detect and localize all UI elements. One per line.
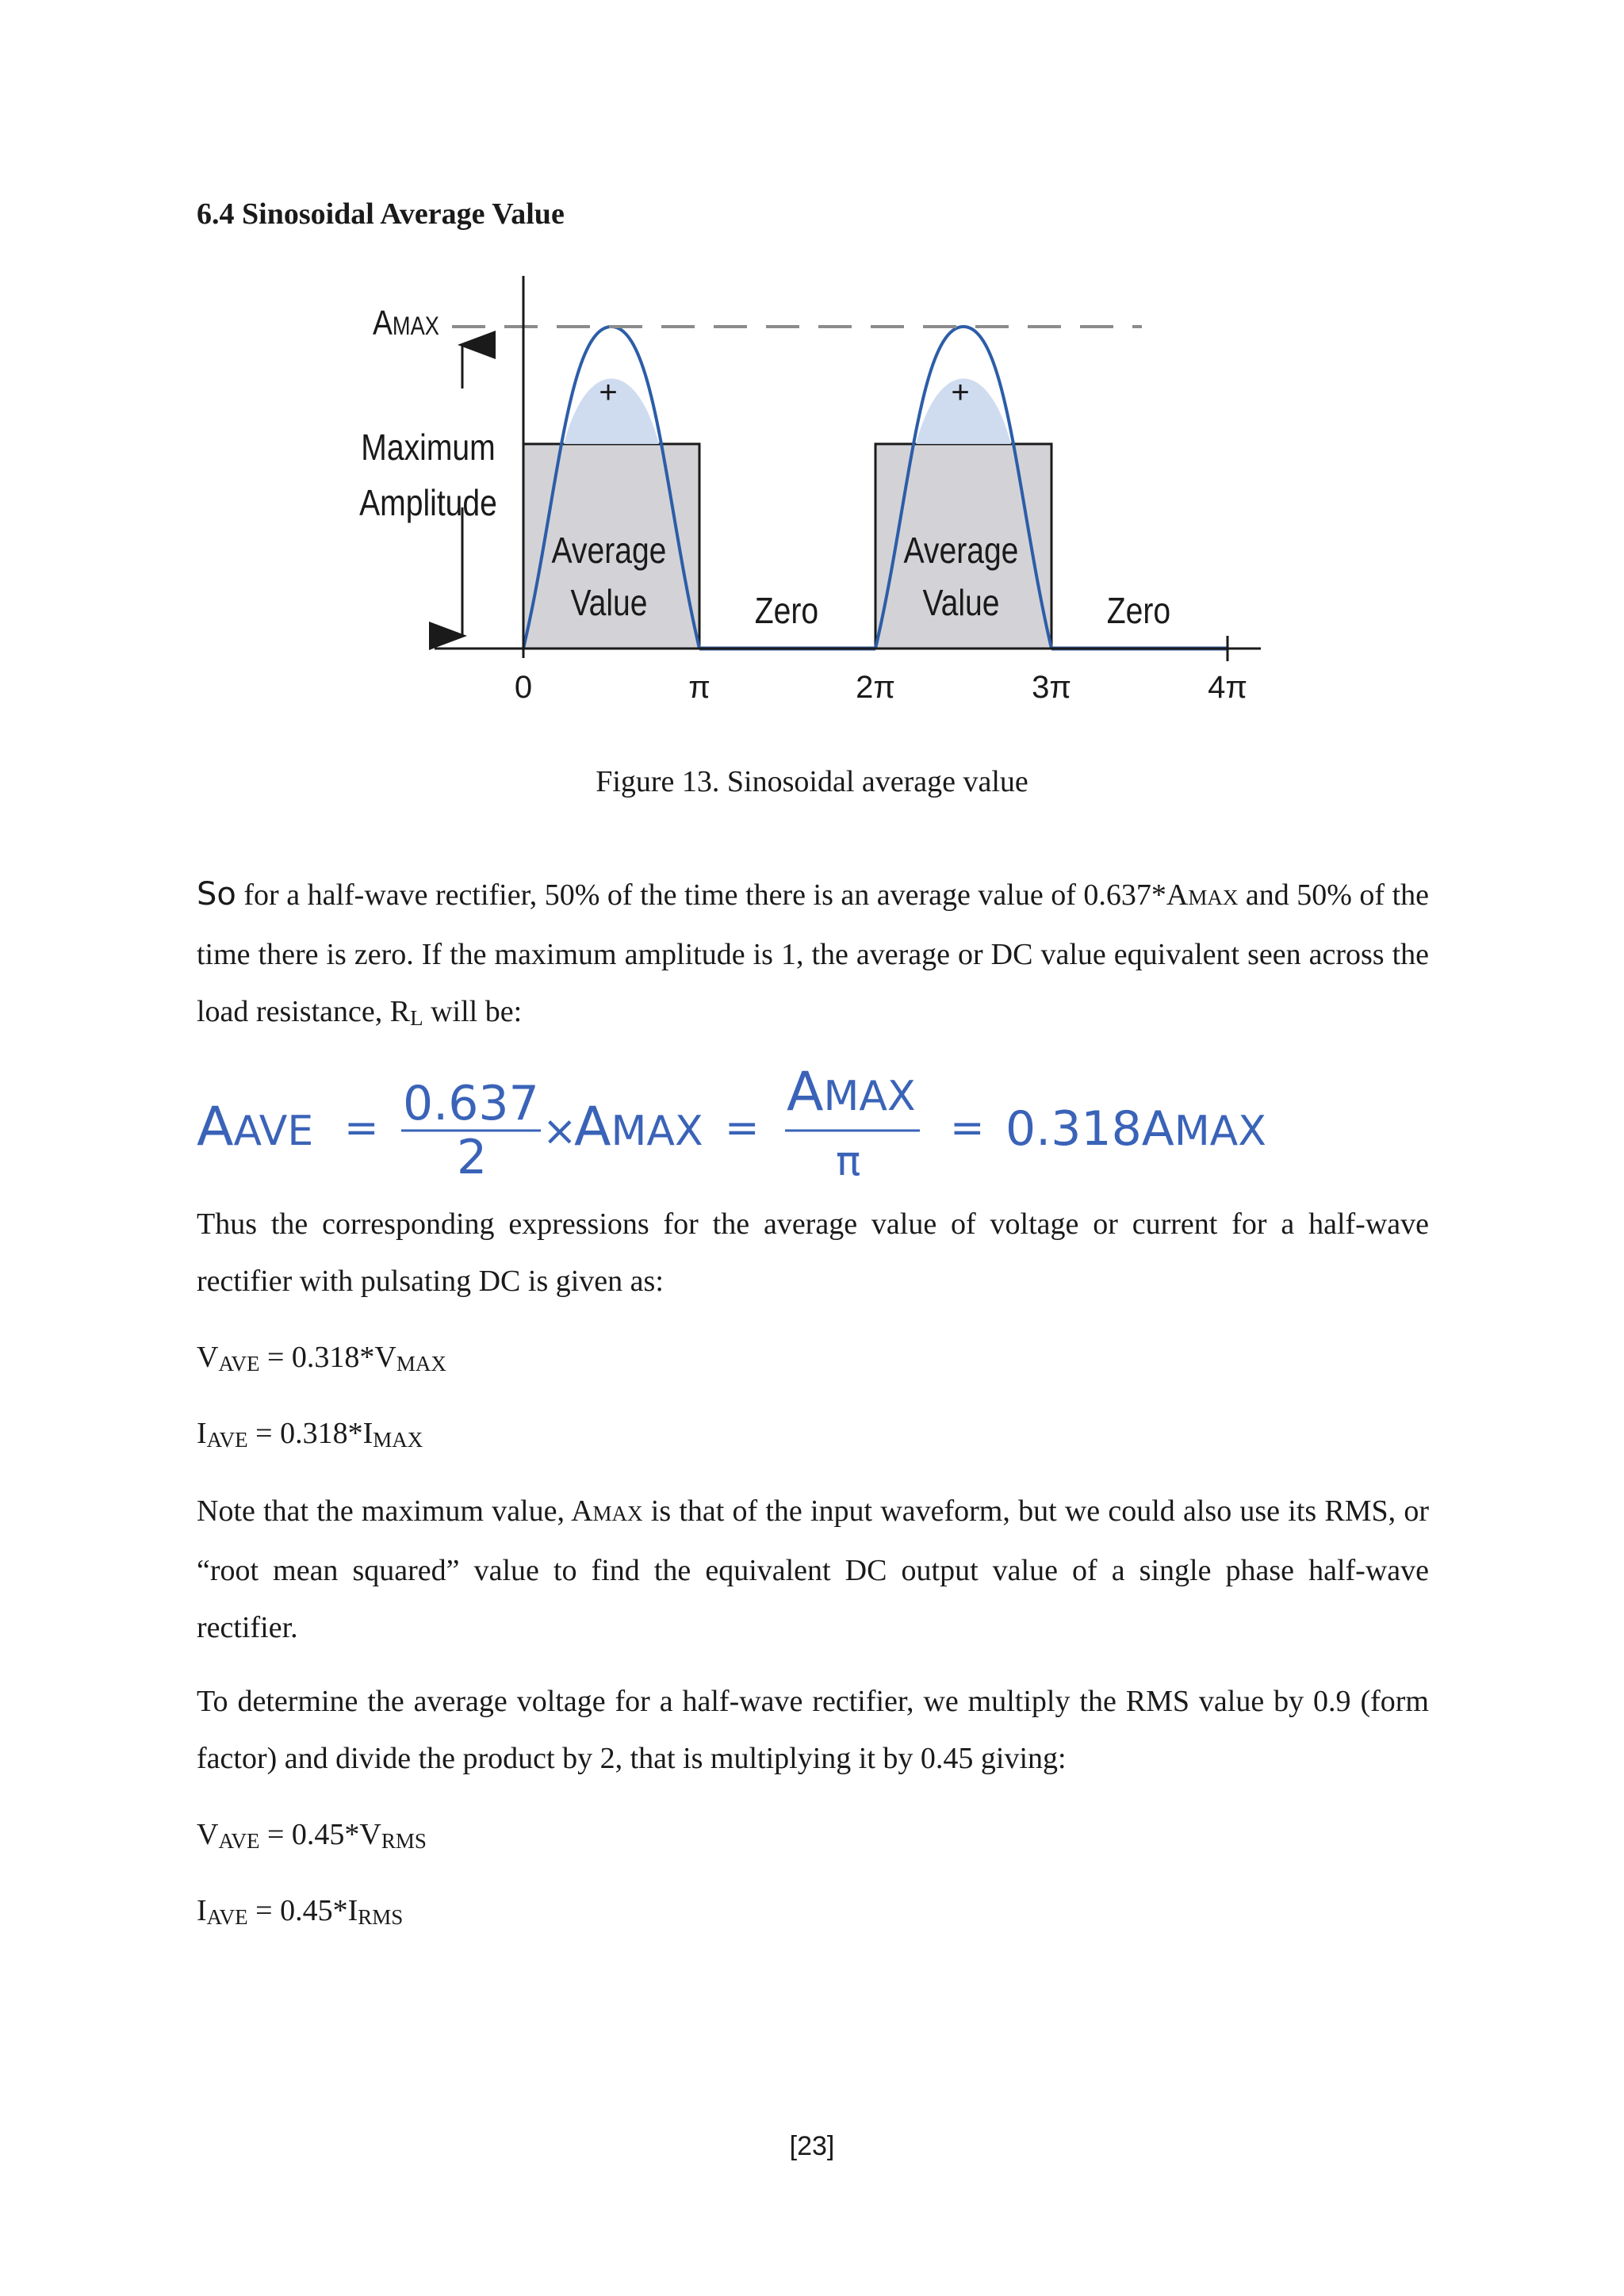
formula-vave-vrms: VAVE = 0.45*VRMS (197, 1818, 427, 1853)
tick-label-3pi: 3π (1032, 670, 1071, 705)
zero-label-1: Zero (754, 591, 819, 632)
plus-label-2: + (951, 375, 970, 410)
amax-label: AMAX (373, 303, 439, 342)
eq-a-2: A (787, 1062, 824, 1123)
eq-lhs-sub: AVE (233, 1108, 314, 1155)
max-amp-label-2: Amplitude (359, 483, 497, 524)
average-label-1a: Average (551, 530, 667, 572)
eq-equals-2: = (725, 1104, 760, 1152)
zero-label-2: Zero (1106, 591, 1171, 632)
average-value-figure (349, 270, 1285, 729)
paragraph-1: So for a half-wave rectifier, 50% of the time there is an average value of 0.637*AMAX and 50% of the time there is zero. If the maximum amplitude is 1, the average or DC value equivalent seen across the load resistance, RL will be: (197, 876, 1429, 1030)
page-number: [23] (789, 2131, 835, 2161)
eq-times: × (542, 1108, 577, 1155)
eq-equals-1: = (344, 1104, 379, 1152)
figure-caption: Figure 13. Sinosoidal average value (596, 765, 1028, 798)
paragraph-3: Note that the maximum value, AMAX is that of the input waveform, but we could also use its RMS, or “root mean squared” value to find the equivalent DC output value of a single phase half-wave rectifier. (197, 1494, 1429, 1644)
eq-lhs-a: A (197, 1096, 234, 1158)
section-heading: 6.4 Sinosoidal Average Value (197, 197, 565, 231)
average-label-2a: Average (903, 530, 1019, 572)
tick-label-2pi: 2π (856, 670, 895, 705)
formula-iave-imax: IAVE = 0.318*IMAX (197, 1417, 423, 1452)
eq-equals-3: = (950, 1104, 985, 1152)
tick-label-4pi: 4π (1208, 670, 1247, 705)
max-amp-label-1: Maximum (361, 427, 496, 469)
paragraph-4: To determine the average voltage for a half-wave rectifier, we multiply the RMS value by 0.9 (form factor) and divide the product by 2, that is multiplying it by 0.45 giving: (197, 1685, 1429, 1775)
plus-label-1: + (599, 375, 618, 410)
tick-label-pi: π (688, 670, 710, 705)
eq-numerator: 0.637 (403, 1076, 539, 1131)
formula-iave-irms: IAVE = 0.45*IRMS (197, 1894, 404, 1929)
tick-label-0: 0 (514, 670, 533, 705)
formula-vave-vmax: VAVE = 0.318*VMAX (197, 1341, 446, 1376)
eq-result: 0.318A (1005, 1101, 1174, 1157)
para-1-so: So (197, 876, 236, 913)
paragraph-2: Thus the corresponding expressions for the average value of voltage or current for a half-wave rectifier with pulsating DC is given as: (197, 1207, 1429, 1298)
eq-sub-max-2: MAX (823, 1073, 916, 1120)
svg-text:AAVE (197, 1096, 313, 1158)
eq-sub-max-1: MAX (611, 1108, 703, 1155)
svg-text:AMAX (787, 1062, 916, 1123)
average-label-2b: Value (922, 583, 1000, 624)
average-label-1b: Value (570, 583, 648, 624)
eq-denominator: 2 (457, 1130, 488, 1181)
eq-pi: π (836, 1138, 861, 1181)
svg-text:0.318AMAX (1005, 1101, 1266, 1157)
eq-result-sub: MAX (1174, 1108, 1266, 1155)
average-equation (197, 1062, 1307, 1181)
eq-a-1: A (574, 1096, 611, 1158)
svg-text:AMAX (574, 1096, 703, 1158)
